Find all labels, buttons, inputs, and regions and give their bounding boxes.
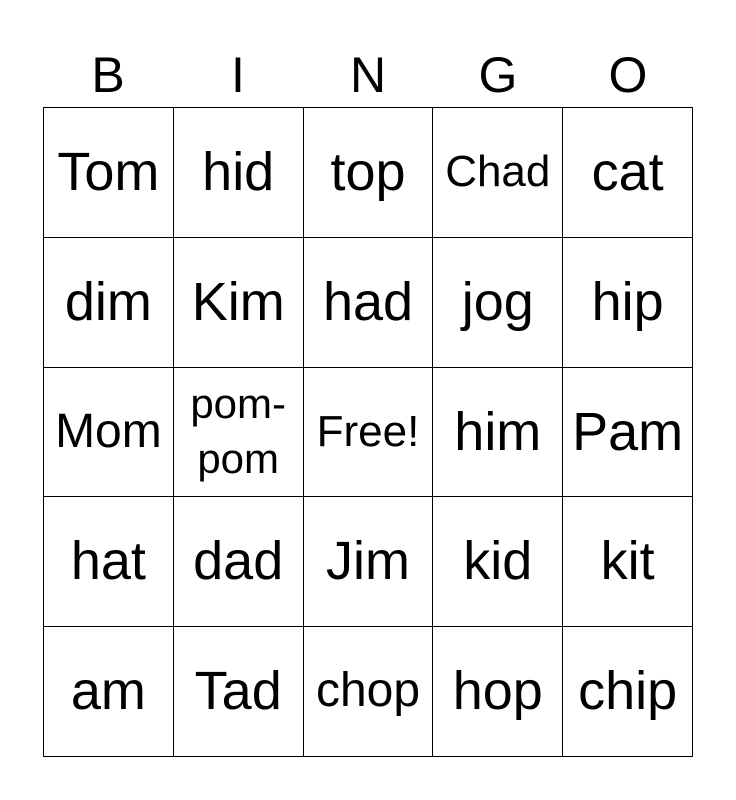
bingo-cell-r5c3[interactable]: chop [304, 627, 434, 757]
bingo-cell-r4c4[interactable]: kid [433, 497, 563, 627]
header-letter-i: I [231, 47, 245, 103]
bingo-cell-r4c3[interactable]: Jim [304, 497, 434, 627]
bingo-cell-r3c1[interactable]: Mom [44, 368, 174, 498]
bingo-cell-r3c4[interactable]: him [433, 368, 563, 498]
bingo-cell-r5c1[interactable]: am [44, 627, 174, 757]
header-letter-b: B [91, 47, 125, 103]
header-letter-o: O [608, 47, 648, 103]
bingo-cell-r5c5[interactable]: chip [563, 627, 693, 757]
bingo-cell-r3c5[interactable]: Pam [563, 368, 693, 498]
bingo-cell-r2c3[interactable]: had [304, 238, 434, 368]
bingo-cell-r4c5[interactable]: kit [563, 497, 693, 627]
bingo-cell-r3c2[interactable] [174, 368, 304, 498]
bingo-cell-r2c5[interactable]: hip [563, 238, 693, 368]
bingo-cell-r2c1[interactable]: dim [44, 238, 174, 368]
header-letter-n: N [349, 47, 387, 103]
bingo-card [43, 107, 693, 757]
bingo-header [43, 44, 693, 106]
bingo-cell-r4c1[interactable]: hat [44, 497, 174, 627]
bingo-cell-r4c2[interactable]: dad [174, 497, 304, 627]
bingo-cell-r5c4[interactable]: hop [433, 627, 563, 757]
bingo-cell-r5c2[interactable]: Tad [174, 627, 304, 757]
bingo-cell-r3c2-text: pom-pom [190, 380, 287, 482]
bingo-cell-r2c2[interactable]: Kim [174, 238, 304, 368]
header-letter-g: G [478, 47, 518, 103]
bingo-cell-r1c4[interactable]: Chad [433, 108, 563, 238]
bingo-cell-r1c5[interactable]: cat [563, 108, 693, 238]
bingo-cell-free[interactable]: Free! [304, 368, 434, 498]
bingo-cell-r1c3[interactable]: top [304, 108, 434, 238]
bingo-cell-r1c2[interactable]: hid [174, 108, 304, 238]
bingo-cell-r1c1[interactable]: Tom [44, 108, 174, 238]
bingo-cell-r2c4[interactable]: jog [433, 238, 563, 368]
